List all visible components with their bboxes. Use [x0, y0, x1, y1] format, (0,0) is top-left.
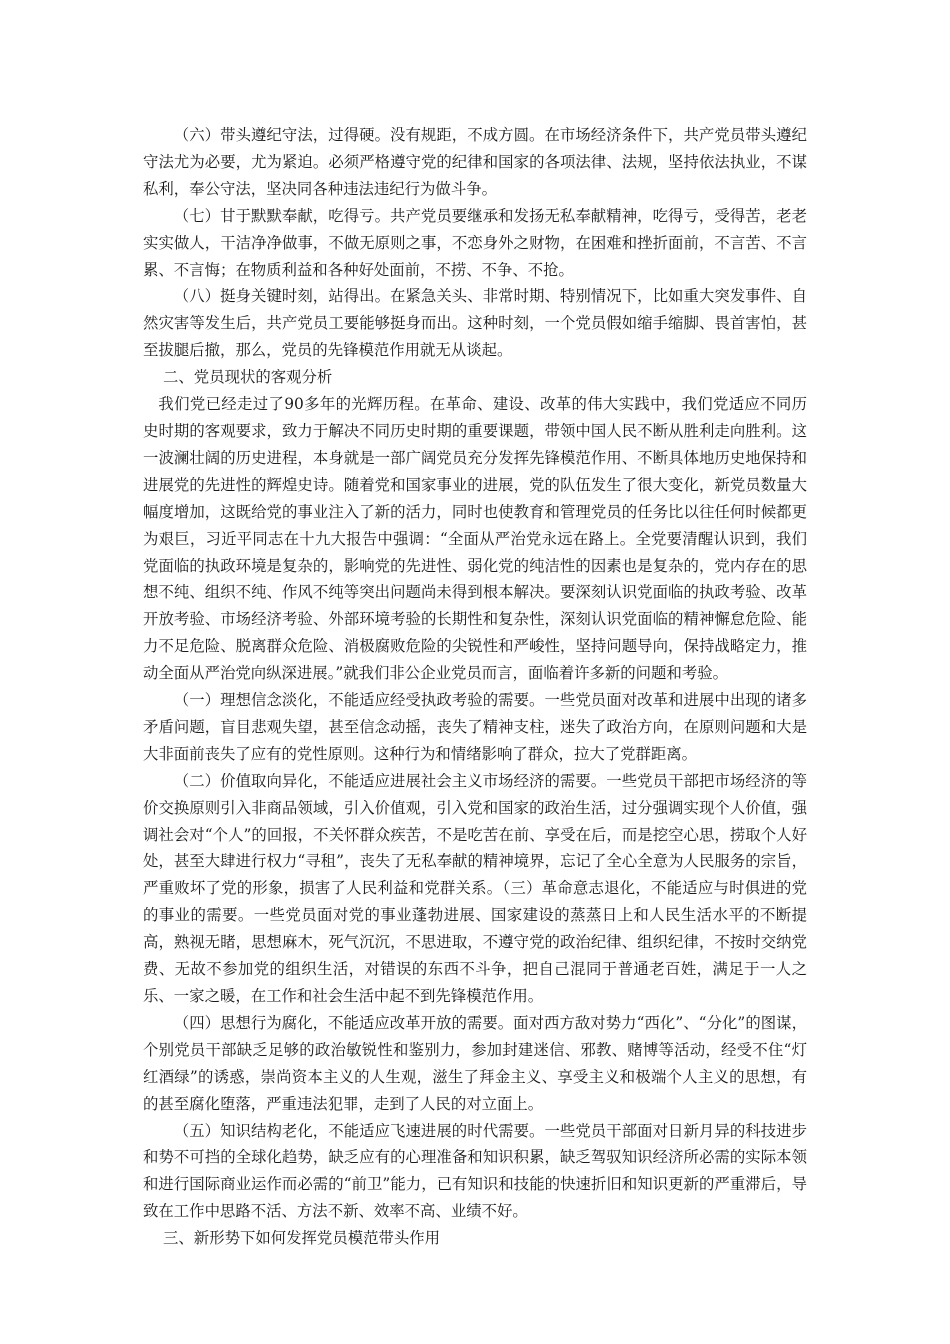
- paragraph-8-critical-moments: （八）挺身关键时刻，站得出。在紧急关头、非常时期、特别情况下，比如重大突发事件、自然灾害等发生后，共产党员工要能够挺身而出。这种时刻，一个党员假如缩手缩脚、畏首害怕，甚至拔腿后撤，那么，党员的先锋模范作用就无从谈起。: [143, 287, 807, 360]
- paragraph-5-knowledge: （五）知识结构老化，不能适应飞速进展的时代需要。一些党员干部面对日新月异的科技进步和势不可挡的全球化趋势，缺乏应有的心理准备和知识积累，缺乏驾驭知识经济所必需的实际本领和进行国际商业运作而必需的“前卫”能力，已有知识和技能的快速折旧和知识更新的严重滞后，导致在工作中思路不活、方法不新、效率不高、业绩不好。: [143, 1121, 807, 1221]
- paragraph-4-corruption: （四）思想行为腐化，不能适应改革开放的需要。面对西方敌对势力“西化”、“分化”的图谋，个别党员干部缺乏足够的政治敏锐性和鉴别力，参加封建迷信、邪教、赌博等活动，经受不住“灯红酒绿”的诱惑，崇尚资本主义的人生观，滋生了拜金主义、享受主义和极端个人主义的思想，有的甚至腐化堕落，严重违法犯罪，走到了人民的对立面上。: [143, 1013, 807, 1113]
- document-body: [143, 122, 807, 1252]
- paragraph-1-ideals: （一）理想信念淡化，不能适应经受执政考验的需要。一些党员面对改革和进展中出现的诸多矛盾问题，盲目悲观失望，甚至信念动摇，丧失了精神支柱，迷失了政治方向，在原则问题和大是大非面前丧失了应有的党性原则。这种行为和情绪影响了群众，拉大了党群距离。: [143, 691, 807, 763]
- paragraph-2-values: （二）价值取向异化，不能适应进展社会主义市场经济的需要。一些党员干部把市场经济的等价交换原则引入非商品领域，引入价值观，引入党和国家的政治生活，过分强调实现个人价值，强调社会对“个人”的回报，不关怀群众疾苦，不是吃苦在前、享受在后，而是挖空心思，捞取个人好处，甚至大肆进行权力“寻租”，丧失了无私奉献的精神境界，忘记了全心全意为人民服务的宗旨，严重败坏了党的形象，损害了人民利益和党群关系。（三）革命意志退化，不能适应与时俱进的党的事业的需要。一些党员面对党的事业蓬勃进展、国家建设的蒸蒸日上和人民生活水平的不断提高，熟视无睹，思想麻木，死气沉沉，不思进取，不遵守党的政治纪律、组织纪律，不按时交纳党费、无故不参加党的组织生活，对错误的东西不斗争，把自己混同于普通老百姓，满足于一人之乐、一家之暖，在工作和社会生活中起不到先锋模范作用。: [143, 771, 807, 1005]
- section-heading-3: 三、新形势下如何发挥党员模范带头作用: [163, 1229, 441, 1248]
- section-heading-2: 二、党员现状的客观分析: [163, 368, 333, 387]
- paragraph-7-dedication: （七）甘于默默奉献，吃得亏。共产党员要继承和发扬无私奉献精神，吃得亏，受得苦，老老实实做人，干洁净净做事，不做无原则之事，不恋身外之财物，在困难和挫折面前，不言苦、不言累、不言悔；在物质利益和各种好处面前，不捞、不争、不抢。: [143, 206, 807, 279]
- paragraph-6-discipline: （六）带头遵纪守法，过得硬。没有规距，不成方圆。在市场经济条件下，共产党员带头遵纪守法尤为必要，尤为紧迫。必须严格遵守党的纪律和国家的各项法律、法规，坚持依法执业，不谋私利，奉公守法，坚决同各种违法违纪行为做斗争。: [143, 126, 807, 198]
- paragraph-history: 我们党已经走过了90多年的光辉历程。在革命、建设、改革的伟大实践中，我们党适应不同历史时期的客观要求，致力于解决不同历史时期的重要课题，带领中国人民不断从胜利走向胜利。这一波澜壮阔的历史进程，本身就是一部广阔党员充分发挥先锋模范作用、不断具体地历史地保持和进展党的先进性的辉煌史诗。随着党和国家事业的进展，党的队伍发生了很大变化，新党员数量大幅度增加，这既给党的事业注入了新的活力，同时也使教育和管理党员的任务比以往任何时候都更为艰巨，习近平同志在十九大报告中强调：“全面从严治党永远在路上。全党要清醒认识到，我们党面临的执政环境是复杂的，影响党的先进性、弱化党的纯洁性的因素也是复杂的，党内存在的思想不纯、组织不纯、作风不纯等突出问题尚未得到根本解决。要深刻认识党面临的执政考验、改革开放考验、市场经济考验、外部环境考验的长期性和复杂性，深刻认识党面临的精神懈怠危险、能力不足危险、脱离群众危险、消极腐败危险的尖锐性和严峻性，坚持问题导向，保持战略定力，推动全面从严治党向纵深进展。”就我们非公企业党员而言，面临着许多新的问题和考验。: [143, 395, 807, 683]
